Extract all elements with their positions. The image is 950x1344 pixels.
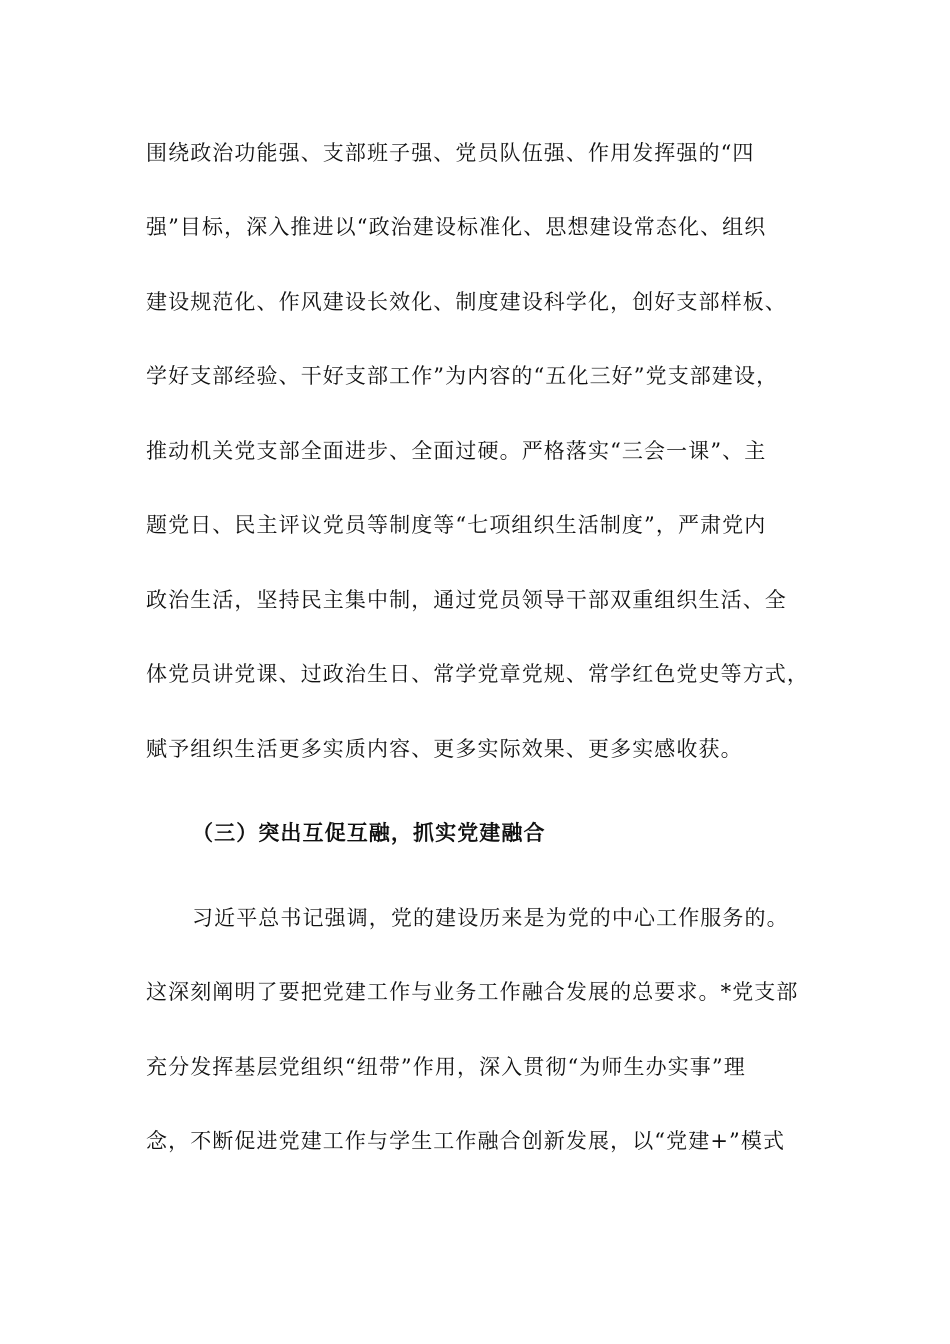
body-line-6: 题党日、民主评议党员等制度等“七项组织生活制度”，严肃党内: [146, 513, 767, 537]
body-line-5: 推动机关党支部全面进步、全面过硬。严格落实“三会一课”、主: [146, 439, 767, 463]
body-line-8: 体党员讲党课、过政治生日、常学党章党规、常学红色党史等方式，: [146, 662, 809, 686]
body-line-9: 赋予组织生活更多实质内容、更多实际效果、更多实感收获。: [146, 737, 743, 761]
body-line-2: 强”目标，深入推进以“政治建设标准化、思想建设常态化、组织: [146, 215, 767, 239]
body-line-12: 充分发挥基层党组织“纽带”作用，深入贯彻“为师生办实事”理: [146, 1055, 746, 1079]
body-line-10: 习近平总书记强调，党的建设历来是为党的中心工作服务的。: [192, 906, 789, 930]
body-line-11: 这深刻阐明了要把党建工作与业务工作融合发展的总要求。*党支部: [146, 980, 799, 1004]
body-line-13: 念，不断促进党建工作与学生工作融合创新发展，以“党建+”模式: [146, 1129, 786, 1153]
body-line-3: 建设规范化、作风建设长效化、制度建设科学化，创好支部样板、: [146, 290, 787, 314]
body-line-4: 学好支部经验、干好支部工作”为内容的“五化三好”党支部建设，: [146, 364, 779, 388]
body-line-1: 围绕政治功能强、支部班子强、党员队伍强、作用发挥强的“四: [146, 141, 755, 165]
body-line-7: 政治生活，坚持民主集中制，通过党员领导干部双重组织生活、全: [146, 588, 787, 612]
section-heading: （三）突出互促互融，抓实党建融合: [192, 820, 546, 845]
